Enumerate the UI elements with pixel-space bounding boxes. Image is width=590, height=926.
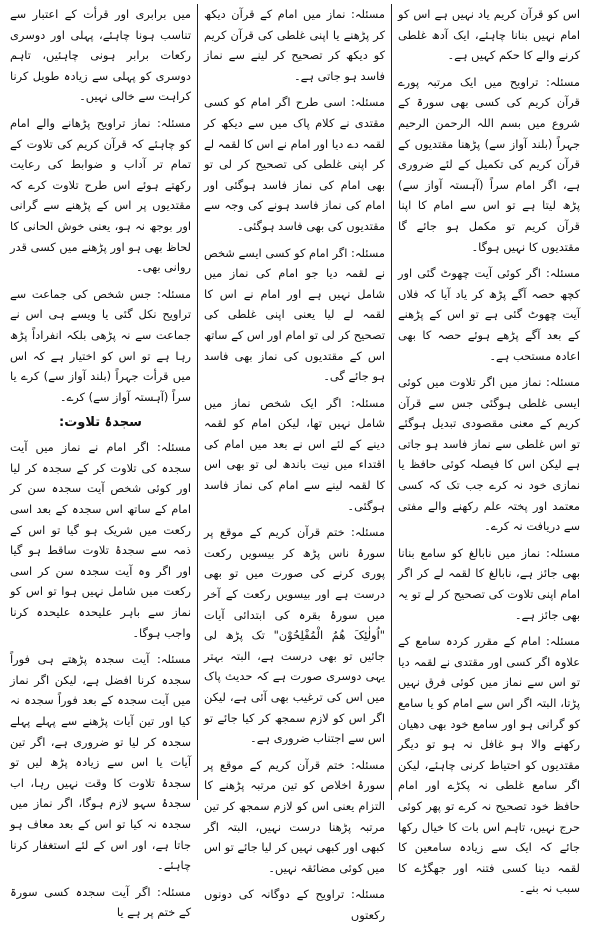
article-paragraph: اس کو قرآن کریم یاد نہیں ہے اس کو امام نہیں بنانا چاہئے، ایک آدھ غلطی کرنے والے کا حکم کہیں ہے۔ [398,7,580,63]
article-paragraph: مسئلہ: ختم قرآن کریم کے موقع پر سورۂ ناس پڑھ کر بیسویں رکعت پوری کرنے کی صورت میں تو بھی درست ہے اور بیسویں رکعت کے آخر میں سورۂ بقرہ کی ابتدائی آیات "اُولٰئِکَ ھُمُ الْمُفْلِحُوْن" تک پڑھ لی جائیں تو بھی درست ہے، البتہ بہتر یہی دوسری صورت ہے کہ حدیث پاک میں اس کی ترغیب بھی آئی ہے، لیکن اگر اس کو لازم سمجھ کر کیا جائے تو اس سے اجتناب ضروری ہے۔ [204,525,385,746]
article-paragraph: مسئلہ: اگر امام نے نماز میں آیت سجدہ کی تلاوت کر کے سجدہ کر لیا اور کوئی شخص آیت سجدہ سن کر امام کے ساتھ اس سجدہ کے بعد اسی رکعت میں شریک ہو گیا تو اس کے ذمہ سے سجدۂ تلاوت ساقط ہو گیا اور اگر وہ آیت سجدہ سن کر اسی رکعت میں شامل نہیں ہوا تو اس کو نماز سے باہر علیحدہ علیحدہ کرنا واجب ہوگا۔ [10,440,191,640]
article-paragraph: میں برابری اور قرأت کے اعتبار سے تناسب ہونا چاہئے، پہلی اور دوسری رکعات برابر ہونی چاہئیں، تاہم دوسری کو پہلی سے زیادہ طویل کرنا کراہت سے خالی نہیں۔ [10,7,191,104]
article-paragraph: مسئلہ: نماز میں امام کے قرآن دیکھ کر پڑھنے یا اپنی غلطی کی قرآن کریم کو دیکھ کر تصحیح کر لینے سے نماز فاسد ہو جاتی ہے۔ [204,7,385,83]
column-left [4,4,198,920]
article-paragraph: مسئلہ: تراویح کے دوگانہ کی دونوں رکعتوں [204,887,385,922]
article-paragraph: مسئلہ: نماز تراویح پڑھانے والے امام کو چاہئے کہ قرآن کریم کی تلاوت کے تمام تر آداب و ضوابط کی رعایت رکھتے ہوئے اس طرح تلاوت کرے کہ مقتدیوں پر اس کے پڑھنے سے گرانی اور بوجھ نہ ہو، یعنی خوش الحانی کا لحاظ بھی ہو اور پڑھنے میں کسی قدر روانی بھی۔ [10,115,191,275]
article-paragraph: مسئلہ: جس شخص کی جماعت سے تراویح نکل گئی یا ویسے ہی اس نے جماعت سے نہ پڑھی بلکہ انفراداً پڑھ رہا ہے تو اس کو اختیار ہے کہ اس میں قرأت جہراً (بلند آواز سے) کرے یا سراً (آہستہ آواز سے) کرے۔ [10,286,191,404]
article-paragraph: مسئلہ: نماز میں نابالغ کو سامع بنانا بھی جائز ہے، نابالغ کا لقمہ لے کر اگر امام اپنی تلاوت کی تصحیح کر لے تو یہ بھی جائز ہے۔ [398,545,580,622]
column-right [392,4,586,896]
article-paragraph: مسئلہ: آیت سجدہ پڑھتے ہی فوراً سجدہ کرنا افضل ہے، لیکن اگر نماز میں آیت سجدہ کے بعد فوراً سجدہ نہ کیا اور تین آیات پڑھنے سے پہلے پہلے سجدہ کر لیا تو ضروری ہے، اگر تین آیات یا اس سے زیادہ پڑھ لیں تو سجدۂ تلاوت کا وقت نہیں رہا، اب سجدۂ سہو لازم ہوگا، اگر نماز میں سجدہ نہ کیا تو اس کے بعد معاف ہو جاتا ہے، اور اس کے لئے استغفار کرنا چاہئے۔ [10,652,191,873]
article-paragraph: مسئلہ: اگر کوئی آیت چھوٹ گئی اور کچھ حصہ آگے پڑھ کر یاد آیا کہ فلاں آیت چھوٹ گئی ہے تو اس کے پڑھنے کے بعد آگے پڑھے ہوئے حصہ کا بھی اعادہ مستحب ہے۔ [398,266,580,363]
article-paragraph: مسئلہ: نماز میں اگر تلاوت میں کوئی ایسی غلطی ہوگئی جس سے قرآن کریم کے معنی مقصودی تبدیل ہوگئے تو اس غلطی سے نماز فاسد ہو جاتی ہے لیکن اس کا فیصلہ کوئی حافظ یا نمازی خود نہ کرے جب تک کہ کسی معتمد اور پختہ علم رکھنے والے مفتی سے دریافت نہ کرے۔ [398,375,580,534]
section-heading: سجدۂ تلاوت: [59,415,142,431]
article-paragraph: مسئلہ: اگر آیت سجدہ کسی سورۃ کے ختم پر ہے یا [10,884,191,920]
article-paragraph: مسئلہ: ختم قرآن کریم کے موقع پر سورۂ اخلاص کو تین مرتبہ پڑھنے کا التزام یعنی اس کو لازم سمجھ کر تین مرتبہ پڑھنا درست نہیں، البتہ اگر کبھی اور کبھی نہیں کر لیا جائے تو اس میں کوئی مضائقہ نہیں۔ [204,757,385,875]
article-paragraph: مسئلہ: اگر امام کو کسی ایسے شخص نے لقمہ دیا جو امام کی نماز میں شامل نہیں ہے اور امام نے اس کا لقمہ لے لیا یعنی اپنی غلطی کی تصحیح کر لی تو امام اور اس کے ساتھ اس کے مقتدیوں کی نماز بھی فاسد ہو جائے گی۔ [204,245,385,384]
column-middle [198,4,392,922]
article-paragraph: مسئلہ: اگر ایک شخص نماز میں شامل نہیں تھا، لیکن امام کو لقمہ دینے کے لئے اس نے بعد میں امام کی اقتداء میں نیت باندھ لی تو بھی اس کا لقمہ لینے سے امام کی نماز فاسد ہوگئی۔ [204,395,385,513]
article-paragraph: مسئلہ: امام کے مقرر کردہ سامع کے علاوہ اگر کسی اور مقتدی نے لقمہ دیا تو اس سے نماز میں کوئی فرق نہیں پڑتا، البتہ اگر اس سے امام کو یا سامع کو گرانی ہو اور سامع خود بھی دھیان رکھنے والا ہو غافل نہ ہو تو دیگر مقتدیوں کو احتیاط کرنی چاہئے، لیکن اگر سامع غلطی نہ پکڑے اور امام حافظ خود تصحیح نہ کرے تو پھر کوئی حرج نہیں، تاہم اس بات کا خیال رکھا جائے کہ ایک سے زیادہ سامعین کا لقمہ دینا کسی فتنہ اور جھگڑے کا سبب نہ بنے۔ [398,634,580,896]
article-paragraph: مسئلہ: اسی طرح اگر امام کو کسی مقتدی نے کلام پاک میں سے دیکھ کر لقمہ دے دیا اور امام نے اس کا لقمہ لے کر اپنی غلطی کی تصحیح کر لی تو بھی امام کی نماز فاسد ہوگئی اور امام کی نماز فاسد ہونے کی وجہ سے مقتدیوں کی بھی فاسد ہوگئی۔ [204,95,385,233]
article-paragraph: مسئلہ: تراویح میں ایک مرتبہ پورے قرآن کریم کی کسی بھی سورۃ کے شروع میں بسم اللہ الرحمن الرحیم جہراً (بلند آواز سے) پڑھنا مقتدیوں کے قرآن کریم کی تکمیل کے لئے ضروری ہے، اگر امام سراً (آہستہ آواز سے) پڑھ لیتا ہے تو اس سے امام کا اپنا قرآن کریم تو مکمل ہو جائے گا مقتدیوں کا نہیں ہوگا۔ [398,74,580,254]
